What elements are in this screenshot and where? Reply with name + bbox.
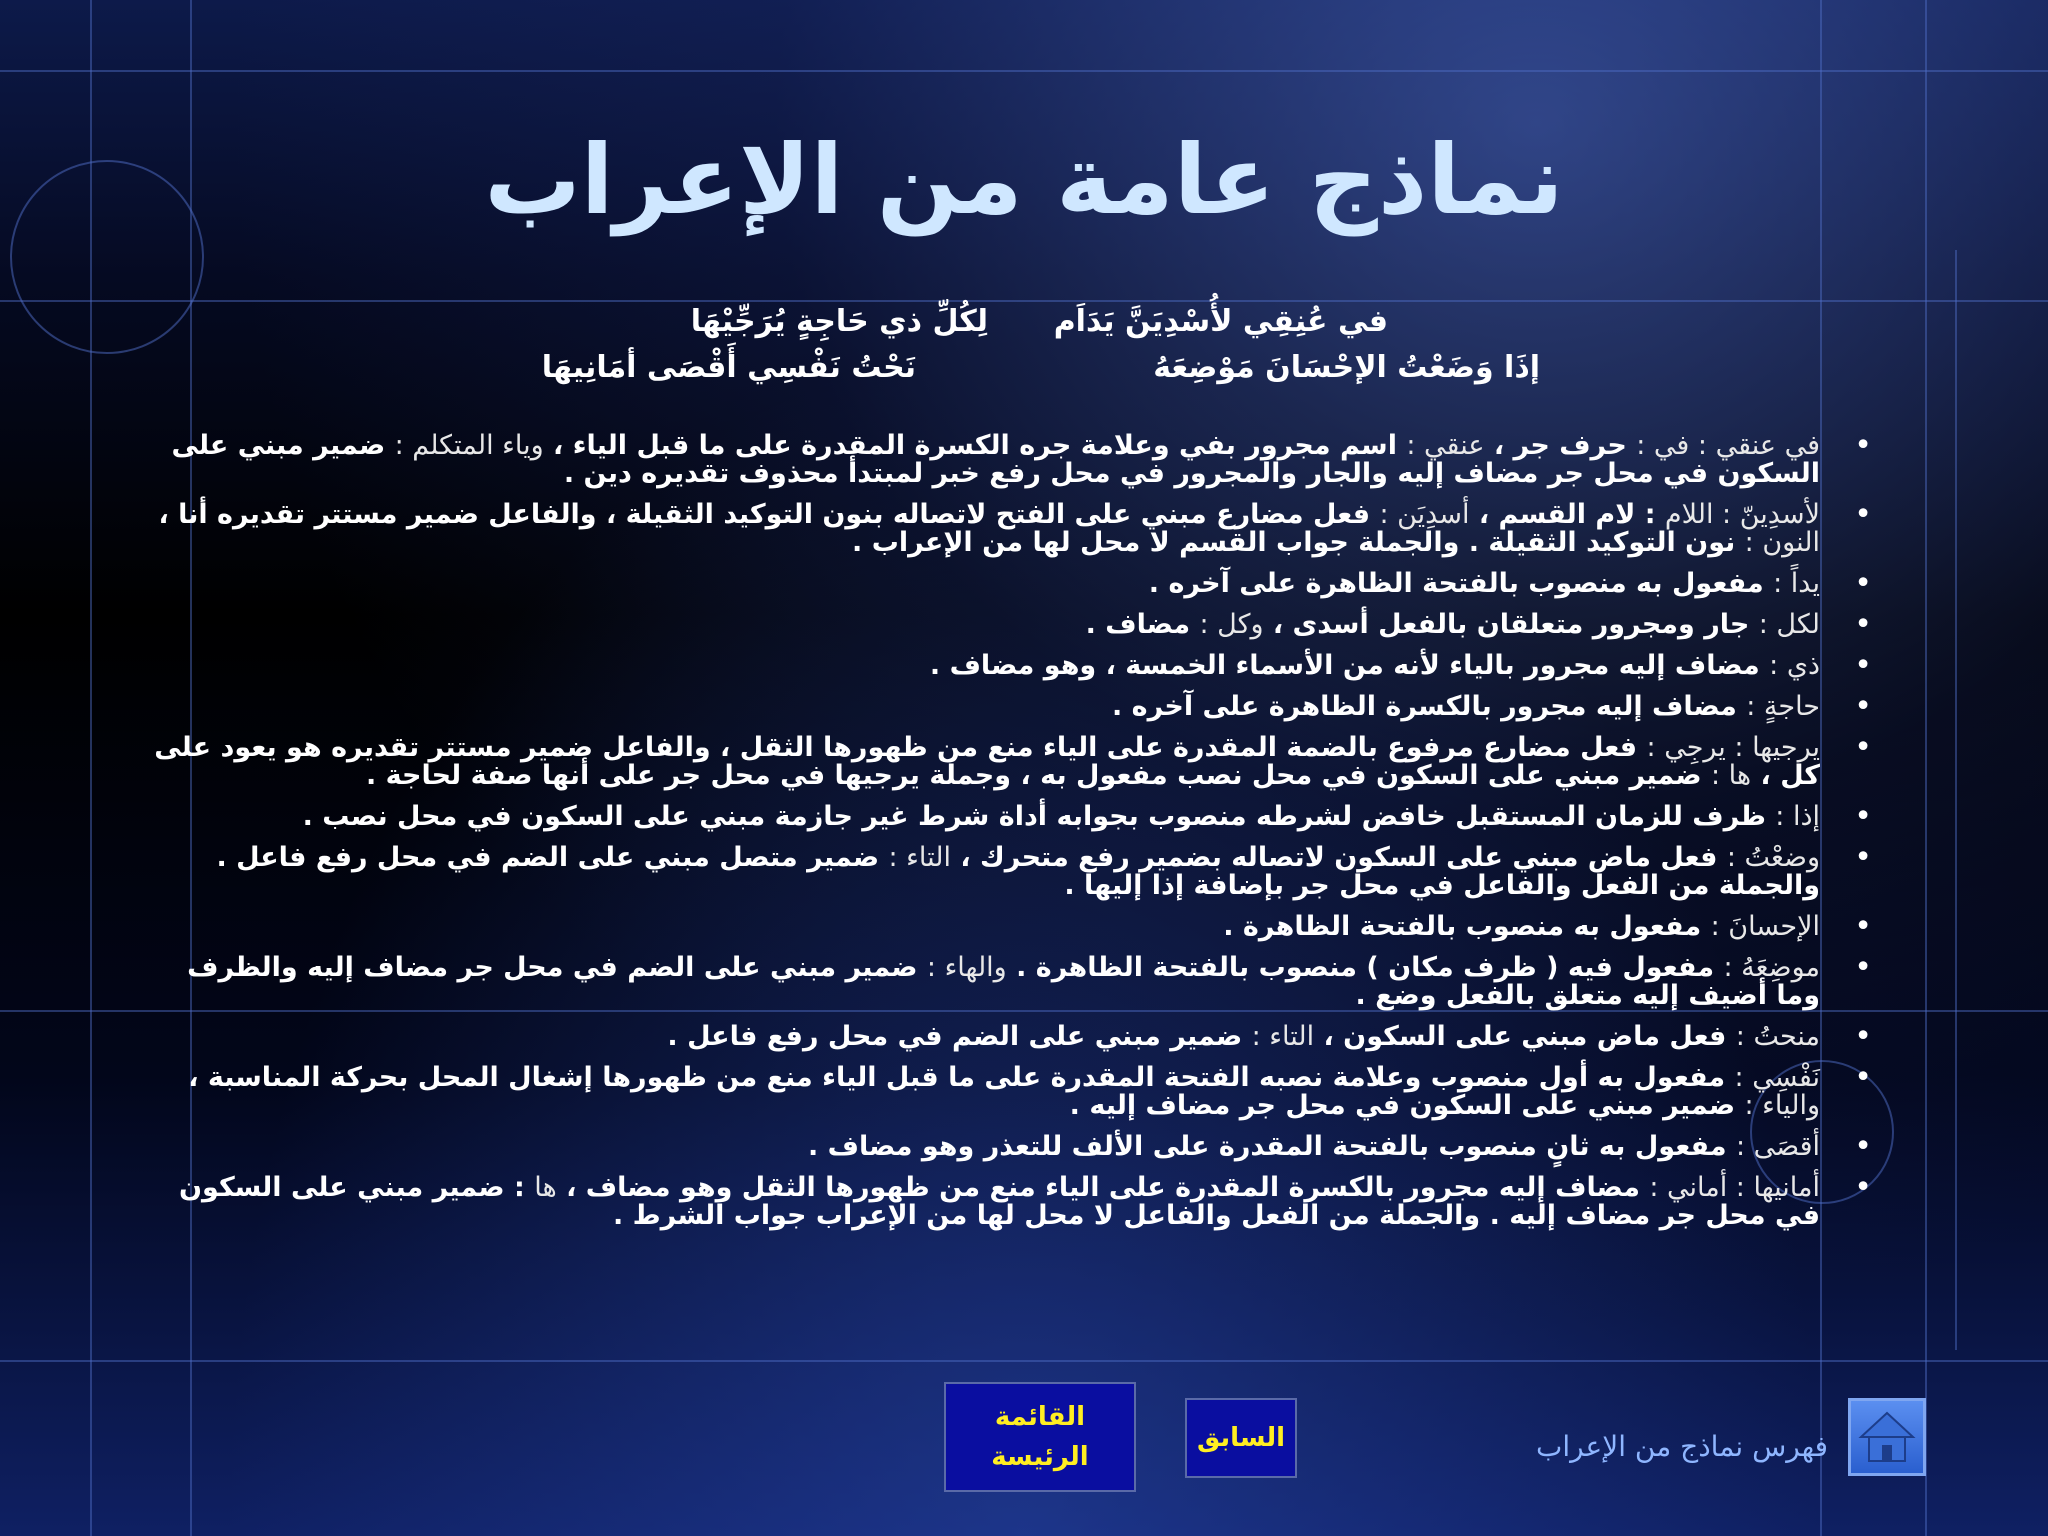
list-item: • وضعْتُ : فعل ماض مبني على السكون لاتصاله بضمير رفع متحرك ، التاء : ضمير متصل مبني على الضم في محل رفع فاعل . والجملة من الفعل والفاعل في محل جر بإضافة إذا إليها .: [138, 844, 1878, 900]
list-item: • حاجةٍ : مضاف إليه مجرور بالكسرة الظاهرة على آخره .: [138, 693, 1878, 721]
decor-line: [0, 300, 2048, 302]
verse-line2-right: إذَا وَضَعْتُ الإحْسَانَ مَوْضِعَهُ: [1153, 350, 1540, 385]
previous-button[interactable]: [1185, 1398, 1297, 1478]
index-link[interactable]: فهرس نماذج من الإعراب: [1535, 1430, 1828, 1463]
list-item: • أقصَى : مفعول به ثانٍ منصوب بالفتحة المقدرة على الألف للتعذر وهو مضاف .: [138, 1133, 1878, 1161]
list-item: • إذا : ظرف للزمان المستقبل خافض لشرطه منصوب بجوابه أداة شرط غير جازمة مبني على السكون في محل نصب .: [138, 803, 1878, 831]
list-item: • أمانيها : أماني : مضاف إليه مجرور بالكسرة المقدرة على الياء منع من ظهورها الثقل وهو مضاف ، ها : ضمير مبني على السكون في محل جر مضاف إليه . والجملة من الفعل والفاعل لا محل لها من الإعراب جواب الشرط .: [138, 1174, 1878, 1230]
decor-line: [0, 70, 2048, 72]
verse-line2-left: نَحْتُ نَفْسِي أَقْصَى أمَانِيهَا: [541, 350, 916, 385]
home-icon[interactable]: [1848, 1398, 1926, 1476]
list-item: • يداً : مفعول به منصوب بالفتحة الظاهرة على آخره .: [138, 570, 1878, 598]
verse-line1-right: في عُنِقِي لأُسْدِيَنَّ يَدَاَم: [1053, 304, 1388, 339]
previous-button-label: السابق: [1196, 1423, 1286, 1453]
list-item: • منحتُ : فعل ماض مبني على السكون ، التاء : ضمير مبني على الضم في محل رفع فاعل .: [138, 1023, 1878, 1051]
list-item: • موضِعَهُ : مفعول فيه ( ظرف مكان ) منصوب بالفتحة الظاهرة . والهاء : ضمير مبني على الضم في محل جر مضاف إليه والظرف وما أضيف إليه متعلق بالفعل وضع .: [138, 954, 1878, 1010]
parsing-list: [138, 432, 1878, 1243]
decor-line: [1955, 250, 1957, 1350]
list-item: • يرجيها : يرجِي : فعل مضارع مرفوع بالضمة المقدرة على الياء منع من ظهورها الثقل ، والفاعل ضمير مستتر تقديره هو يعود على كل ، ها : ضمير مبني على السكون في محل نصب مفعول به ، وجملة يرجيها في محل جر على أنها صفة لحاجة .: [138, 734, 1878, 790]
list-item: • لكل : جار ومجرور متعلقان بالفعل أسدى ، وكل : مضاف .: [138, 611, 1878, 639]
slide-title: نماذج عامة من الإعراب: [484, 124, 1564, 236]
home-icon-glyph: [1851, 1401, 1923, 1473]
list-item: • نَفْسِي : مفعول به أول منصوب وعلامة نصبه الفتحة المقدرة على ما قبل الياء منع من ظهورها إشغال المحل بحركة المناسبة ، والياء : ضمير مبني على السكون في محل جر مضاف إليه .: [138, 1064, 1878, 1120]
list-item: • لأسدِينّ : اللام : لام القسم ، أسدِيَن : فعل مضارع مبني على الفتح لاتصاله بنون التوكيد الثقيلة ، والفاعل ضمير مستتر تقديره أنا ، النون : نون التوكيد الثقيلة . والجملة جواب القسم لا محل لها من الإعراب .: [138, 501, 1878, 557]
list-item: • الإحسانَ : مفعول به منصوب بالفتحة الظاهرة .: [138, 913, 1878, 941]
main-menu-label-line2: الرئيسة: [991, 1442, 1089, 1472]
list-item: • في عنقي : في : حرف جر ، عنقي : اسم مجرور بفي وعلامة جره الكسرة المقدرة على ما قبل الياء ، وياء المتكلم : ضمير مبني على السكون في محل جر مضاف إليه والجار والمجرور في محل رفع خبر لمبتدأ محذوف تقديره دين .: [138, 432, 1878, 488]
main-menu-button[interactable]: [944, 1382, 1136, 1492]
list-item: • ذي : مضاف إليه مجرور بالياء لأنه من الأسماء الخمسة ، وهو مضاف .: [138, 652, 1878, 680]
decor-line: [0, 1360, 2048, 1362]
main-menu-label-line1: القائمة: [994, 1402, 1086, 1432]
verse-line1-left: لِكُلِّ ذي حَاجِةٍ يُرَجِّيْهَا: [690, 304, 988, 339]
